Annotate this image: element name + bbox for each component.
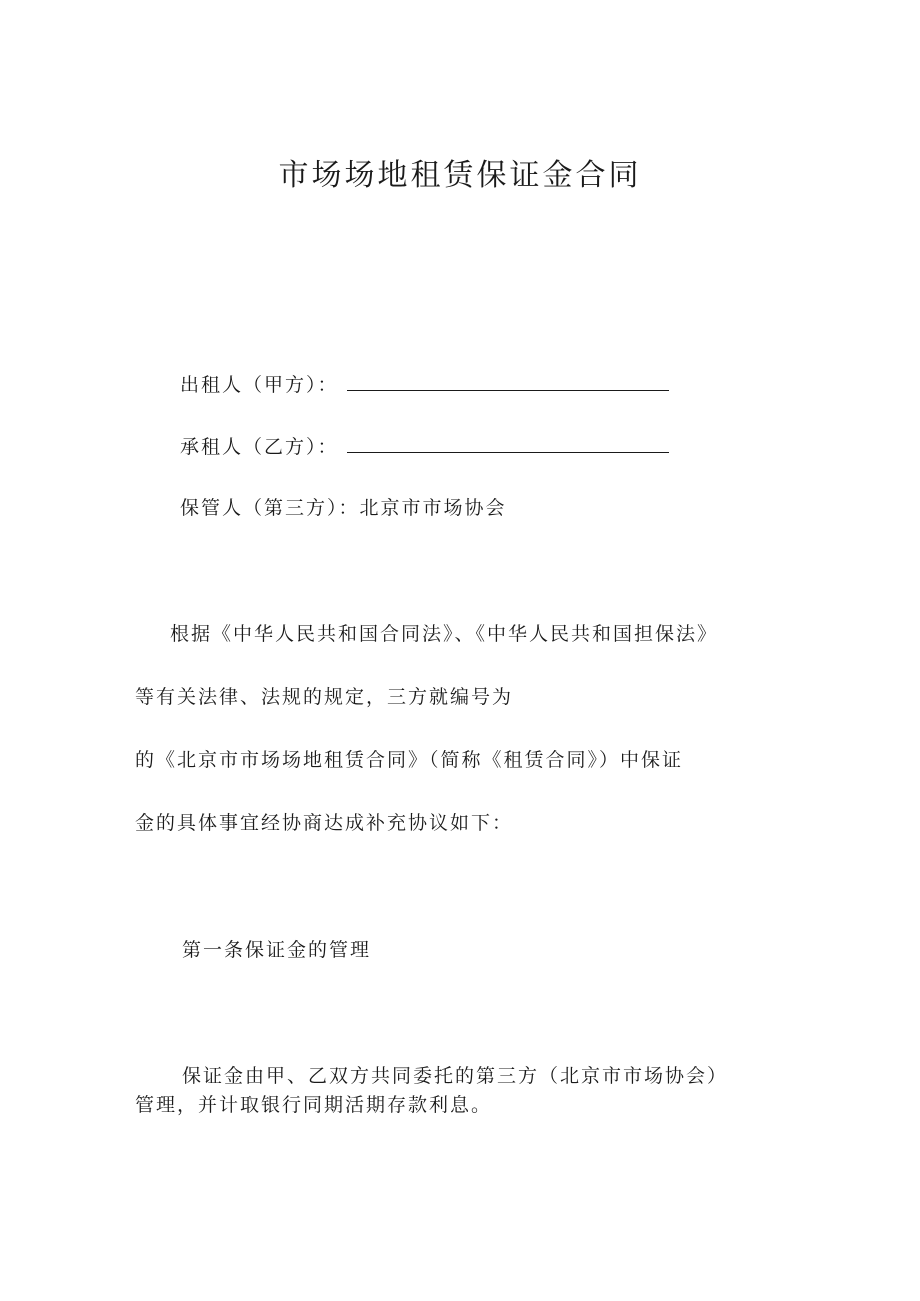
lessee-blank-line — [347, 434, 669, 453]
custodian-row — [180, 496, 507, 520]
intro-line-2: 等有关法律、法规的规定，三方就编号为 — [135, 686, 514, 708]
lessor-row — [180, 372, 669, 397]
intro-line-4: 金的具体事宜经协商达成补充协议如下： — [135, 812, 514, 834]
intro-line-3: 的《北京市市场场地租赁合同》（简称《租赁合同》）中保证 — [135, 749, 684, 771]
page-title: 市场场地租赁保证金合同 — [278, 158, 642, 193]
intro-line-1: 根据《中华人民共和国合同法》、《中华人民共和国担保法》 — [170, 623, 719, 645]
article-1-line-1: 保证金由甲、乙双方共同委托的第三方（北京市市场协会） — [182, 1065, 729, 1087]
lessee-row — [180, 434, 669, 459]
lessor-blank-line — [347, 372, 669, 391]
lessor-label: 出租人（甲方）： — [180, 374, 339, 396]
article-1-heading: 第一条保证金的管理 — [182, 939, 372, 961]
custodian-value: 北京市市场协会 — [359, 497, 507, 519]
lessee-label: 承租人（乙方）： — [180, 436, 339, 458]
article-1-line-2: 管理，并计取银行同期活期存款利息。 — [135, 1094, 493, 1116]
custodian-label: 保管人（第三方）： — [180, 497, 360, 519]
